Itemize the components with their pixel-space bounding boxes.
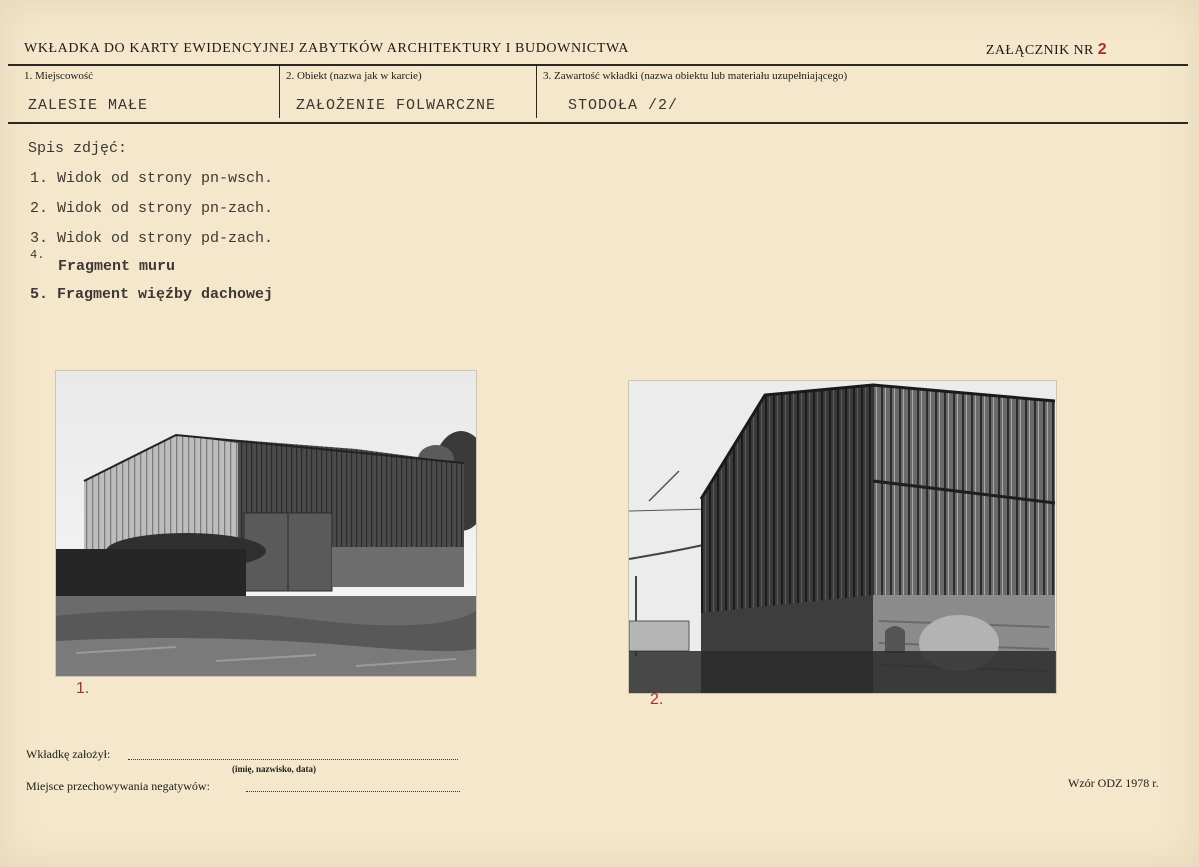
negatives-location-line (246, 791, 460, 792)
photo-list-item: 5. Fragment więźby dachowej (30, 286, 274, 303)
created-by-label: Wkładkę założył: (26, 747, 111, 761)
annex-handwritten-number: 2 (1097, 41, 1107, 58)
field-divider (279, 66, 280, 118)
created-by-line (128, 759, 458, 760)
photo-2-barn-north-west (629, 381, 1056, 693)
created-by-hint: (imię, nazwisko, data) (232, 764, 316, 774)
document-title: WKŁADKA DO KARTY EWIDENCYJNEJ ZABYTKÓW ARCHITEKTURY I BUDOWNICTWA (24, 41, 629, 56)
field-label-locality: 1. Miejscowość (24, 70, 94, 82)
photo-list-item: 2. Widok od strony pn-zach. (30, 200, 274, 217)
photo-2-number: 2. (650, 691, 664, 708)
field-rule (8, 122, 1188, 124)
field-value-locality: ZALESIE MAŁE (28, 97, 149, 114)
header-rule (8, 64, 1188, 66)
photo-list-item-number: 4. (30, 248, 45, 262)
negatives-location-label: Miejsce przechowywania negatywów: (26, 779, 210, 793)
form-reference: Wzór ODZ 1978 r. (1068, 776, 1159, 790)
barn-photo-1-image (56, 371, 476, 676)
photo-list-item: Fragment muru (58, 258, 176, 275)
photo-list-item: 1. Widok od strony pn-wsch. (30, 170, 274, 187)
photo-list-heading: Spis zdjęć: (28, 140, 128, 157)
field-value-object: ZAŁOŻENIE FOLWARCZNE (296, 97, 497, 114)
photo-list-item: 3. Widok od strony pd-zach. (30, 230, 274, 247)
barn-photo-2-image (629, 381, 1056, 693)
field-label-object: 2. Obiekt (nazwa jak w karcie) (286, 70, 422, 82)
field-label-contents: 3. Zawartość wkładki (nazwa obiektu lub materiału uzupełniającego) (543, 70, 848, 82)
photo-1-number: 1. (76, 680, 90, 697)
photo-1-barn-north-east (56, 371, 476, 676)
field-value-contents: STODOŁA /2/ (568, 97, 679, 114)
field-divider (536, 66, 537, 118)
annex-label: ZAŁĄCZNIK NR (985, 43, 1094, 58)
annex-number (986, 41, 1107, 59)
